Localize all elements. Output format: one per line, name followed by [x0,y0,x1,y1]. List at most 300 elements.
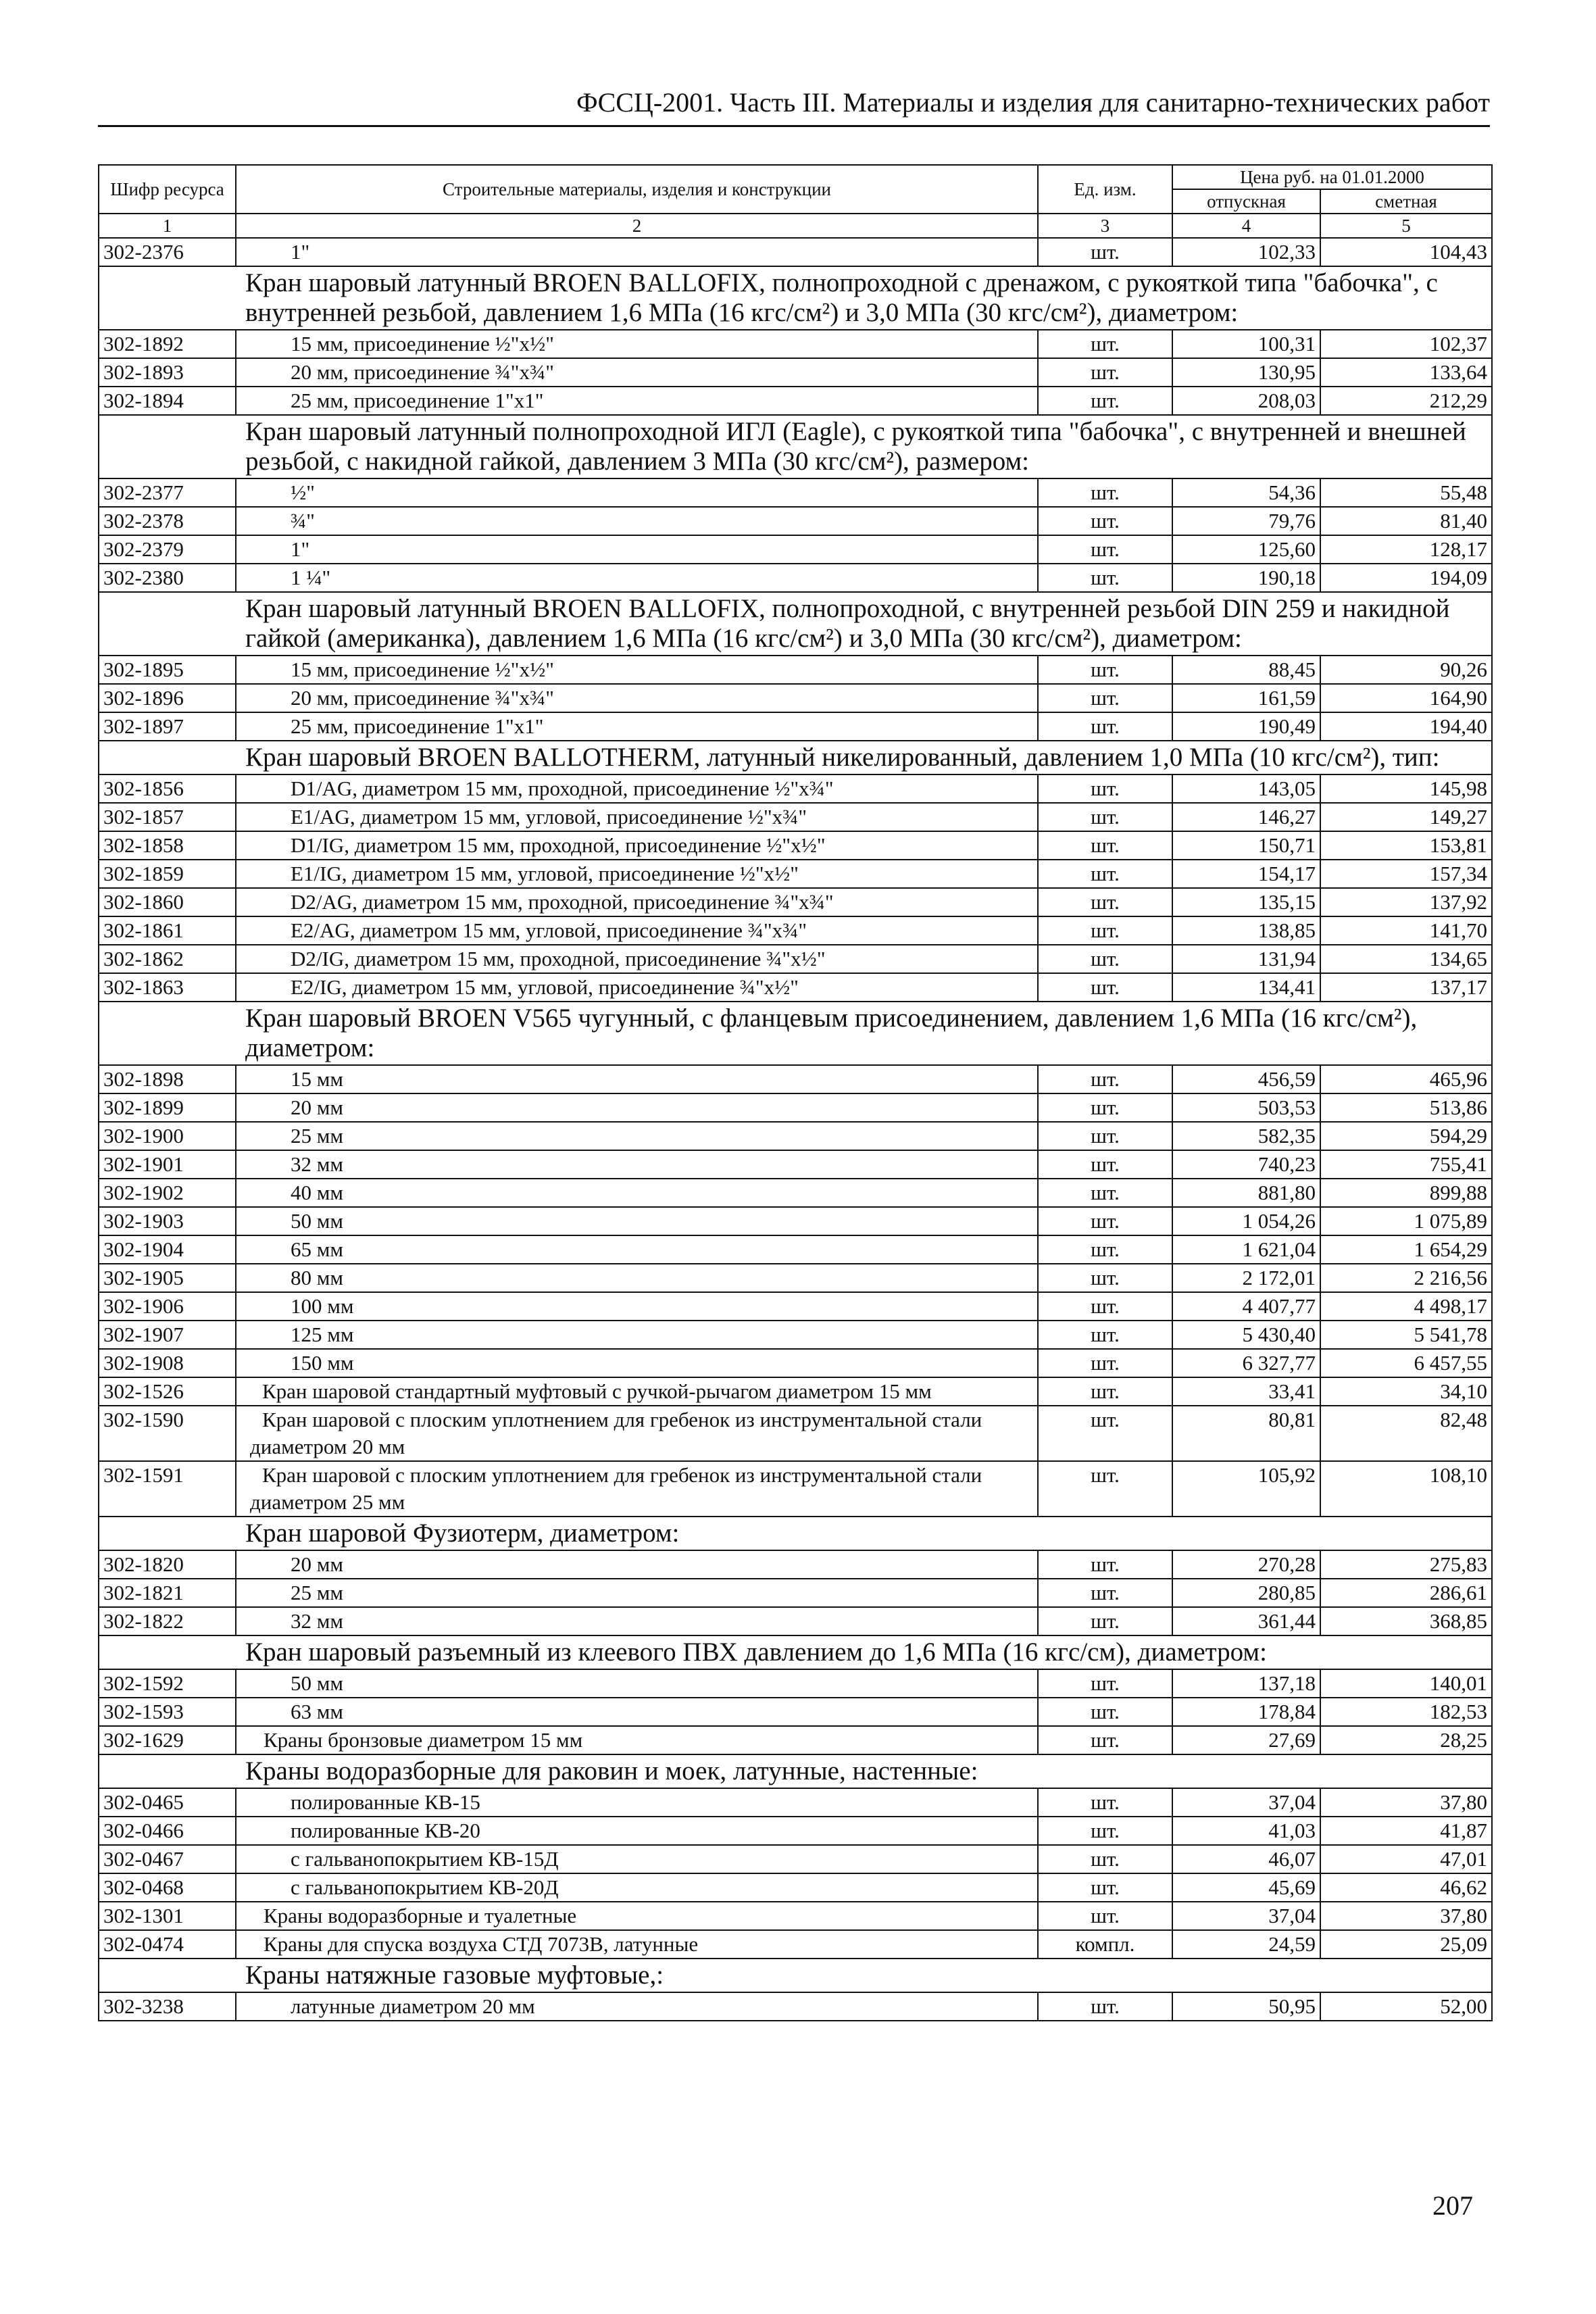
table-row [99,1698,1492,1726]
resource-code: 302-1301 [99,1902,236,1930]
unit-of-measure: шт. [1038,1992,1172,2021]
estimate-price: 153,81 [1320,831,1492,860]
table-row [99,535,1492,564]
table-row [99,973,1492,1002]
estimate-price: 899,88 [1320,1179,1492,1207]
unit-of-measure: шт. [1038,684,1172,712]
resource-code: 302-1821 [99,1579,236,1607]
table-row [99,656,1492,684]
table-row [99,1292,1492,1321]
release-price: 138,85 [1172,916,1320,945]
table-row [99,1150,1492,1179]
unit-of-measure: шт. [1038,916,1172,945]
release-price: 41,03 [1172,1817,1320,1845]
release-price: 6 327,77 [1172,1349,1320,1377]
unit-of-measure: шт. [1038,973,1172,1002]
estimate-price: 286,61 [1320,1579,1492,1607]
material-name: Кран шаровой стандартный муфтовый с ручкой-рычагом диаметром 15 мм [236,1377,1038,1406]
release-price: 154,17 [1172,860,1320,888]
unit-of-measure: шт. [1038,1669,1172,1698]
release-price: 190,49 [1172,712,1320,741]
unit-of-measure: шт. [1038,1550,1172,1579]
group-heading-row [99,741,1492,774]
unit-of-measure: шт. [1038,1873,1172,1902]
material-name: D1/IG, диаметром 15 мм, проходной, присоединение ½"x½" [236,831,1038,860]
estimate-price: 37,80 [1320,1788,1492,1817]
column-number: 5 [1320,214,1492,238]
unit-of-measure: шт. [1038,1817,1172,1845]
group-heading: Краны натяжные газовые муфтовые,: [99,1959,1492,1992]
material-name: 25 мм [236,1122,1038,1150]
table-row [99,1873,1492,1902]
material-name: 150 мм [236,1349,1038,1377]
group-heading: Кран шаровой Фузиотерм, диаметром: [99,1517,1492,1550]
table-row [99,945,1492,973]
release-price: 190,18 [1172,564,1320,592]
resource-code: 302-1903 [99,1207,236,1235]
table-row [99,888,1492,916]
release-price: 37,04 [1172,1788,1320,1817]
resource-code: 302-1822 [99,1607,236,1635]
material-name: E1/IG, диаметром 15 мм, угловой, присоединение ½"x½" [236,860,1038,888]
material-name: E2/IG, диаметром 15 мм, угловой, присоединение ¾"x½" [236,973,1038,1002]
resource-code: 302-1896 [99,684,236,712]
unit-of-measure: шт. [1038,507,1172,535]
group-heading: Кран шаровый латунный BROEN BALLOFIX, полнопроходной, с внутренней резьбой DIN 259 и накидной гайкой (американка), давлением 1,6 МПа (16 кгс/см²) и 3,0 МПа (30 кгс/см²), диаметром: [99,592,1492,656]
unit-of-measure: шт. [1038,1122,1172,1150]
unit-of-measure: шт. [1038,656,1172,684]
table-row [99,1461,1492,1517]
column-estimate-header: сметная [1320,189,1492,214]
group-heading-row [99,1959,1492,1992]
group-heading-row [99,1002,1492,1065]
release-price: 46,07 [1172,1845,1320,1873]
resource-code: 302-1901 [99,1150,236,1179]
release-price: 137,18 [1172,1669,1320,1698]
estimate-price: 594,29 [1320,1122,1492,1150]
table-row [99,1406,1492,1461]
resource-code: 302-1892 [99,330,236,358]
table-row [99,238,1492,266]
group-heading-row [99,1517,1492,1550]
table-row [99,860,1492,888]
table-row [99,1349,1492,1377]
unit-of-measure: шт. [1038,1579,1172,1607]
estimate-price: 145,98 [1320,774,1492,803]
unit-of-measure: шт. [1038,1461,1172,1517]
resource-code: 302-3238 [99,1992,236,2021]
resource-code: 302-1820 [99,1550,236,1579]
release-price: 881,80 [1172,1179,1320,1207]
table-row [99,1235,1492,1264]
group-heading: Кран шаровый латунный полнопроходной ИГЛ (Eagle), с рукояткой типа "бабочка", с внутренней и внешней резьбой, с накидной гайкой, давлением 3 МПа (30 кгс/см²), размером: [99,415,1492,478]
estimate-price: 513,86 [1320,1093,1492,1122]
resource-code: 302-2377 [99,478,236,507]
column-release-header: отпускная [1172,189,1320,214]
resource-code: 302-1592 [99,1669,236,1698]
release-price: 178,84 [1172,1698,1320,1726]
group-heading: Кран шаровый BROEN V565 чугунный, с фланцевым присоединением, давлением 1,6 МПа (16 кгс/см²), диаметром: [99,1002,1492,1065]
resource-code: 302-1907 [99,1321,236,1349]
release-price: 161,59 [1172,684,1320,712]
release-price: 45,69 [1172,1873,1320,1902]
unit-of-measure: шт. [1038,1264,1172,1292]
estimate-price: 149,27 [1320,803,1492,831]
unit-of-measure: шт. [1038,238,1172,266]
estimate-price: 37,80 [1320,1902,1492,1930]
resource-code: 302-1856 [99,774,236,803]
estimate-price: 1 075,89 [1320,1207,1492,1235]
estimate-price: 137,17 [1320,973,1492,1002]
estimate-price: 108,10 [1320,1461,1492,1517]
table-row [99,1845,1492,1873]
resource-code: 302-0467 [99,1845,236,1873]
release-price: 24,59 [1172,1930,1320,1959]
table-row [99,1065,1492,1093]
resource-code: 302-1859 [99,860,236,888]
estimate-price: 46,62 [1320,1873,1492,1902]
unit-of-measure: шт. [1038,1788,1172,1817]
unit-of-measure: шт. [1038,1698,1172,1726]
material-name: D1/AG, диаметром 15 мм, проходной, присоединение ½"x¾" [236,774,1038,803]
material-name: 125 мм [236,1321,1038,1349]
material-name: E2/AG, диаметром 15 мм, угловой, присоединение ¾"x¾" [236,916,1038,945]
unit-of-measure: шт. [1038,1235,1172,1264]
resource-code: 302-0474 [99,1930,236,1959]
table-row [99,1669,1492,1698]
material-name: 1" [236,238,1038,266]
release-price: 54,36 [1172,478,1320,507]
estimate-price: 5 541,78 [1320,1321,1492,1349]
material-name: полированные КВ-15 [236,1788,1038,1817]
material-name: латунные диаметром 20 мм [236,1992,1038,2021]
estimate-price: 275,83 [1320,1550,1492,1579]
unit-of-measure: шт. [1038,945,1172,973]
resource-code: 302-1893 [99,358,236,387]
unit-of-measure: шт. [1038,387,1172,415]
release-price: 456,59 [1172,1065,1320,1093]
table-row [99,1579,1492,1607]
unit-of-measure: шт. [1038,888,1172,916]
estimate-price: 1 654,29 [1320,1235,1492,1264]
material-name: 25 мм, присоединение 1"x1" [236,712,1038,741]
material-name: ¾" [236,507,1038,535]
release-price: 150,71 [1172,831,1320,860]
material-name: полированные КВ-20 [236,1817,1038,1845]
estimate-price: 82,48 [1320,1406,1492,1461]
table-row [99,387,1492,415]
resource-code: 302-0466 [99,1817,236,1845]
page-header: ФССЦ-2001. Часть III. Материалы и изделия для санитарно-технических работ [98,87,1490,127]
material-name: 32 мм [236,1150,1038,1179]
material-name: D2/AG, диаметром 15 мм, проходной, присоединение ¾"x¾" [236,888,1038,916]
release-price: 80,81 [1172,1406,1320,1461]
unit-of-measure: шт. [1038,712,1172,741]
resource-code: 302-0468 [99,1873,236,1902]
group-heading: Кран шаровый разъемный из клеевого ПВХ давлением до 1,6 МПа (16 кгс/см), диаметром: [99,1635,1492,1669]
unit-of-measure: шт. [1038,860,1172,888]
material-name: 15 мм [236,1065,1038,1093]
unit-of-measure: шт. [1038,1726,1172,1754]
material-name: 25 мм [236,1579,1038,1607]
material-name: 32 мм [236,1607,1038,1635]
estimate-price: 164,90 [1320,684,1492,712]
resource-code: 302-1904 [99,1235,236,1264]
release-price: 88,45 [1172,656,1320,684]
estimate-price: 465,96 [1320,1065,1492,1093]
release-price: 143,05 [1172,774,1320,803]
resource-code: 302-1862 [99,945,236,973]
material-name: 20 мм [236,1550,1038,1579]
material-name: D2/IG, диаметром 15 мм, проходной, присоединение ¾"x½" [236,945,1038,973]
material-name: 40 мм [236,1179,1038,1207]
table-row [99,1122,1492,1150]
column-name-header: Строительные материалы, изделия и конструкции [236,165,1038,214]
estimate-price: 6 457,55 [1320,1349,1492,1377]
resource-code: 302-0465 [99,1788,236,1817]
release-price: 146,27 [1172,803,1320,831]
estimate-price: 212,29 [1320,387,1492,415]
table-row [99,1179,1492,1207]
estimate-price: 41,87 [1320,1817,1492,1845]
resource-code: 302-1895 [99,656,236,684]
resource-code: 302-2380 [99,564,236,592]
unit-of-measure: шт. [1038,330,1172,358]
estimate-price: 133,64 [1320,358,1492,387]
estimate-price: 2 216,56 [1320,1264,1492,1292]
table-row [99,1930,1492,1959]
resource-code: 302-1857 [99,803,236,831]
material-name: 50 мм [236,1207,1038,1235]
resource-code: 302-1861 [99,916,236,945]
material-name: 63 мм [236,1698,1038,1726]
column-code-header: Шифр ресурса [99,165,236,214]
table-row [99,478,1492,507]
release-price: 1 621,04 [1172,1235,1320,1264]
unit-of-measure: шт. [1038,1179,1172,1207]
column-price-header: Цена руб. на 01.01.2000 [1172,165,1492,189]
unit-of-measure: шт. [1038,831,1172,860]
price-table [98,164,1493,2021]
table-row [99,1264,1492,1292]
estimate-price: 47,01 [1320,1845,1492,1873]
release-price: 582,35 [1172,1122,1320,1150]
resource-code: 302-2376 [99,238,236,266]
table-row [99,564,1492,592]
release-price: 4 407,77 [1172,1292,1320,1321]
group-heading-row [99,266,1492,330]
table-row [99,1726,1492,1754]
table-row [99,1992,1492,2021]
resource-code: 302-1591 [99,1461,236,1517]
material-name: Краны для спуска воздуха СТД 7073В, латунные [236,1930,1038,1959]
unit-of-measure: шт. [1038,1321,1172,1349]
material-name: 100 мм [236,1292,1038,1321]
material-name: с гальванопокрытием КВ-15Д [236,1845,1038,1873]
group-heading: Кран шаровый латунный BROEN BALLOFIX, полнопроходной с дренажом, с рукояткой типа "бабочка", с внутренней резьбой, давлением 1,6 МПа (16 кгс/см²) и 3,0 МПа (30 кгс/см²), диаметром: [99,266,1492,330]
group-heading-row [99,592,1492,656]
release-price: 280,85 [1172,1579,1320,1607]
table-row [99,1788,1492,1817]
release-price: 37,04 [1172,1902,1320,1930]
resource-code: 302-1629 [99,1726,236,1754]
estimate-price: 755,41 [1320,1150,1492,1179]
material-name: 50 мм [236,1669,1038,1698]
unit-of-measure: шт. [1038,1607,1172,1635]
unit-of-measure: шт. [1038,535,1172,564]
table-row [99,1607,1492,1635]
resource-code: 302-1863 [99,973,236,1002]
estimate-price: 81,40 [1320,507,1492,535]
release-price: 208,03 [1172,387,1320,415]
material-name: Краны водоразборные и туалетные [236,1902,1038,1930]
release-price: 50,95 [1172,1992,1320,2021]
resource-code: 302-2379 [99,535,236,564]
resource-code: 302-1860 [99,888,236,916]
estimate-price: 104,43 [1320,238,1492,266]
release-price: 100,31 [1172,330,1320,358]
material-name: 20 мм, присоединение ¾"x¾" [236,684,1038,712]
table-row [99,358,1492,387]
table-row [99,1207,1492,1235]
unit-of-measure: компл. [1038,1930,1172,1959]
unit-of-measure: шт. [1038,1902,1172,1930]
release-price: 503,53 [1172,1093,1320,1122]
unit-of-measure: шт. [1038,1406,1172,1461]
unit-of-measure: шт. [1038,358,1172,387]
unit-of-measure: шт. [1038,1150,1172,1179]
group-heading: Кран шаровый BROEN BALLOTHERM, латунный никелированный, давлением 1,0 МПа (10 кгс/см²), тип: [99,741,1492,774]
release-price: 125,60 [1172,535,1320,564]
material-name: 15 мм, присоединение ½"x½" [236,330,1038,358]
resource-code: 302-2378 [99,507,236,535]
estimate-price: 194,09 [1320,564,1492,592]
material-name: 65 мм [236,1235,1038,1264]
material-name: Кран шаровой с плоским уплотнением для гребенок из инструментальной стали диаметром 25 мм [236,1461,1038,1517]
resource-code: 302-1900 [99,1122,236,1150]
material-name: 1" [236,535,1038,564]
estimate-price: 102,37 [1320,330,1492,358]
resource-code: 302-1899 [99,1093,236,1122]
estimate-price: 34,10 [1320,1377,1492,1406]
release-price: 1 054,26 [1172,1207,1320,1235]
resource-code: 302-1590 [99,1406,236,1461]
release-price: 2 172,01 [1172,1264,1320,1292]
table-row [99,1093,1492,1122]
unit-of-measure: шт. [1038,1065,1172,1093]
table-row [99,684,1492,712]
page-number: 207 [1432,2190,1473,2221]
table-row [99,330,1492,358]
unit-of-measure: шт. [1038,803,1172,831]
table-row [99,916,1492,945]
material-name: 1 ¼" [236,564,1038,592]
estimate-price: 52,00 [1320,1992,1492,2021]
column-number: 4 [1172,214,1320,238]
release-price: 361,44 [1172,1607,1320,1635]
group-heading: Краны водоразборные для раковин и моек, латунные, настенные: [99,1754,1492,1788]
estimate-price: 28,25 [1320,1726,1492,1754]
estimate-price: 141,70 [1320,916,1492,945]
unit-of-measure: шт. [1038,478,1172,507]
group-heading-row [99,1754,1492,1788]
estimate-price: 134,65 [1320,945,1492,973]
resource-code: 302-1906 [99,1292,236,1321]
material-name: с гальванопокрытием КВ-20Д [236,1873,1038,1902]
material-name: 20 мм [236,1093,1038,1122]
release-price: 5 430,40 [1172,1321,1320,1349]
group-heading-row [99,415,1492,478]
release-price: 102,33 [1172,238,1320,266]
release-price: 79,76 [1172,507,1320,535]
estimate-price: 137,92 [1320,888,1492,916]
estimate-price: 55,48 [1320,478,1492,507]
release-price: 270,28 [1172,1550,1320,1579]
material-name: E1/AG, диаметром 15 мм, угловой, присоединение ½"x¾" [236,803,1038,831]
release-price: 134,41 [1172,973,1320,1002]
material-name: 15 мм, присоединение ½"x½" [236,656,1038,684]
unit-of-measure: шт. [1038,774,1172,803]
table-row [99,1377,1492,1406]
release-price: 105,92 [1172,1461,1320,1517]
unit-of-measure: шт. [1038,1377,1172,1406]
resource-code: 302-1593 [99,1698,236,1726]
unit-of-measure: шт. [1038,1349,1172,1377]
release-price: 131,94 [1172,945,1320,973]
release-price: 135,15 [1172,888,1320,916]
column-number: 3 [1038,214,1172,238]
table-body [99,238,1492,2021]
unit-of-measure: шт. [1038,564,1172,592]
unit-of-measure: шт. [1038,1845,1172,1873]
material-name: ½" [236,478,1038,507]
estimate-price: 194,40 [1320,712,1492,741]
table-row [99,831,1492,860]
release-price: 27,69 [1172,1726,1320,1754]
estimate-price: 90,26 [1320,656,1492,684]
table-row [99,712,1492,741]
table-row [99,1817,1492,1845]
unit-of-measure: шт. [1038,1207,1172,1235]
table-header [99,165,1492,238]
resource-code: 302-1897 [99,712,236,741]
estimate-price: 157,34 [1320,860,1492,888]
column-number: 2 [236,214,1038,238]
resource-code: 302-1908 [99,1349,236,1377]
resource-code: 302-1898 [99,1065,236,1093]
material-name: 20 мм, присоединение ¾"x¾" [236,358,1038,387]
table-row [99,774,1492,803]
material-name: 80 мм [236,1264,1038,1292]
unit-of-measure: шт. [1038,1292,1172,1321]
resource-code: 302-1894 [99,387,236,415]
resource-code: 302-1902 [99,1179,236,1207]
estimate-price: 128,17 [1320,535,1492,564]
estimate-price: 25,09 [1320,1930,1492,1959]
column-unit-header: Ед. изм. [1038,165,1172,214]
unit-of-measure: шт. [1038,1093,1172,1122]
resource-code: 302-1526 [99,1377,236,1406]
estimate-price: 182,53 [1320,1698,1492,1726]
release-price: 130,95 [1172,358,1320,387]
material-name: 25 мм, присоединение 1"x1" [236,387,1038,415]
release-price: 740,23 [1172,1150,1320,1179]
resource-code: 302-1858 [99,831,236,860]
resource-code: 302-1905 [99,1264,236,1292]
estimate-price: 368,85 [1320,1607,1492,1635]
table-row [99,1902,1492,1930]
material-name: Краны бронзовые диаметром 15 мм [236,1726,1038,1754]
